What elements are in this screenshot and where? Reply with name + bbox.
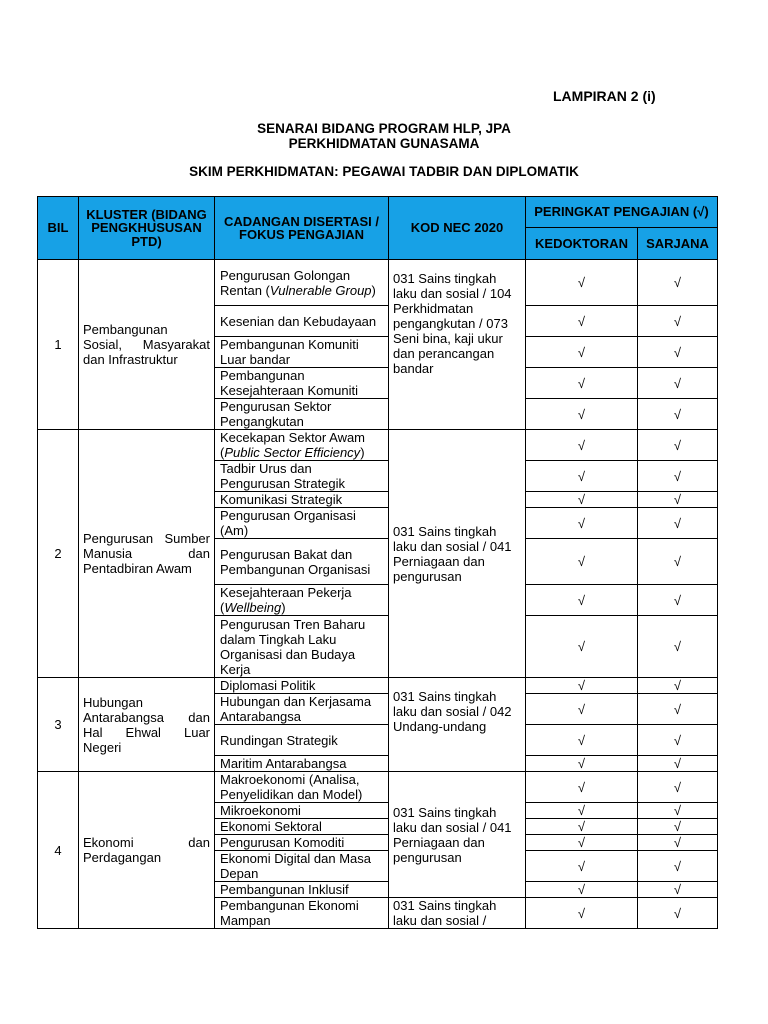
focus-text: Kecekapan Sektor Awam ( xyxy=(220,430,366,460)
table-row xyxy=(38,772,718,803)
kedoktoran-tick: √ xyxy=(526,803,638,819)
focus-text: Kesenian dan Kebudayaan xyxy=(220,313,377,329)
cluster-name: Hubungan Antarabangsa dan Hal Ehwal Luar Negeri xyxy=(79,678,215,772)
focus-text: Tadbir Urus dan Pengurusan Strategik xyxy=(220,461,346,491)
cluster-bil: 1 xyxy=(38,260,79,430)
header-kluster: KLUSTER (BIDANG PENGKHUSUSAN PTD) xyxy=(79,197,215,260)
kod-nec: 031 Sains tingkah laku dan sosial / xyxy=(389,898,526,929)
focus-text-suffix: ) xyxy=(360,445,365,460)
kedoktoran-tick: √ xyxy=(526,898,638,929)
scheme-title: SKIM PERKHIDMATAN: PEGAWAI TADBIR DAN DIPLOMATIK xyxy=(189,164,579,179)
kedoktoran-tick: √ xyxy=(526,539,638,585)
focus-text: Pengurusan Komoditi xyxy=(220,835,345,850)
kedoktoran-tick: √ xyxy=(526,430,638,461)
sarjana-tick: √ xyxy=(638,399,718,430)
title-line-2: PERKHIDMATAN GUNASAMA xyxy=(288,136,480,151)
focus-area xyxy=(215,772,389,803)
focus-english-term: Public Sector Efficiency xyxy=(224,445,361,460)
focus-english-term: Vulnerable Group xyxy=(269,282,372,298)
kedoktoran-tick: √ xyxy=(526,694,638,725)
focus-text: Pengurusan Golongan Rentan ( xyxy=(220,267,351,298)
sarjana-tick: √ xyxy=(638,819,718,835)
cluster-name: Pembangunan Sosial, Masyarakat dan Infrastruktur xyxy=(79,260,215,430)
focus-text: Kesejahteraan Pekerja ( xyxy=(220,585,352,615)
sarjana-tick: √ xyxy=(638,851,718,882)
sarjana-tick: √ xyxy=(638,492,718,508)
header-sarjana: SARJANA xyxy=(638,228,718,260)
focus-text: Pengurusan Bakat dan Pembangunan Organisasi xyxy=(220,546,371,577)
focus-area xyxy=(215,898,389,929)
focus-text: Mikroekonomi xyxy=(220,803,301,818)
focus-area xyxy=(215,430,389,461)
sarjana-tick: √ xyxy=(638,835,718,851)
kedoktoran-tick: √ xyxy=(526,882,638,898)
table-row xyxy=(38,678,718,694)
focus-text: Rundingan Strategik xyxy=(220,732,338,748)
kedoktoran-tick: √ xyxy=(526,508,638,539)
sarjana-tick: √ xyxy=(638,508,718,539)
focus-text-suffix: ) xyxy=(281,600,286,615)
cluster-bil: 3 xyxy=(38,678,79,772)
focus-area xyxy=(215,492,389,508)
focus-area xyxy=(215,508,389,539)
sarjana-tick: √ xyxy=(638,803,718,819)
kedoktoran-tick: √ xyxy=(526,678,638,694)
sarjana-tick: √ xyxy=(638,461,718,492)
kod-nec: 031 Sains tingkah laku dan sosial / 041 Perniagaan dan pengurusan xyxy=(389,772,526,898)
kod-nec: 031 Sains tingkah laku dan sosial / 104 Perkhidmatan pengangkutan / 073 Seni bina, kaji ukur dan perancangan bandar xyxy=(389,260,526,430)
header-cadangan: CADANGAN DISERTASI / FOKUS PENGAJIAN xyxy=(215,197,389,260)
cluster-bil: 2 xyxy=(38,430,79,678)
table-row xyxy=(38,430,718,461)
focus-text: Pengurusan Sektor Pengangkutan xyxy=(220,399,332,429)
focus-area xyxy=(215,725,389,756)
focus-area xyxy=(215,585,389,616)
kedoktoran-tick: √ xyxy=(526,492,638,508)
kedoktoran-tick: √ xyxy=(526,585,638,616)
sarjana-tick: √ xyxy=(638,756,718,772)
sarjana-tick: √ xyxy=(638,539,718,585)
program-table xyxy=(37,196,718,929)
cluster-bil: 4 xyxy=(38,772,79,929)
focus-area xyxy=(215,851,389,882)
title-line-1: SENARAI BIDANG PROGRAM HLP, JPA xyxy=(257,121,511,136)
kedoktoran-tick: √ xyxy=(526,819,638,835)
kedoktoran-tick: √ xyxy=(526,260,638,306)
kedoktoran-tick: √ xyxy=(526,337,638,368)
sarjana-tick: √ xyxy=(638,368,718,399)
sarjana-tick: √ xyxy=(638,585,718,616)
kedoktoran-tick: √ xyxy=(526,772,638,803)
kedoktoran-tick: √ xyxy=(526,461,638,492)
focus-area xyxy=(215,260,389,306)
sarjana-tick: √ xyxy=(638,430,718,461)
focus-area xyxy=(215,616,389,678)
focus-text: Pengurusan Organisasi (Am) xyxy=(220,508,356,538)
focus-text: Maritim Antarabangsa xyxy=(220,756,347,771)
focus-text: Pembangunan Inklusif xyxy=(220,882,349,897)
kedoktoran-tick: √ xyxy=(526,306,638,337)
focus-area xyxy=(215,694,389,725)
focus-text: Pembangunan Kesejahteraan Komuniti xyxy=(220,368,359,398)
kedoktoran-tick: √ xyxy=(526,616,638,678)
header-bil: BIL xyxy=(38,197,79,260)
focus-area xyxy=(215,368,389,399)
focus-area xyxy=(215,539,389,585)
sarjana-tick: √ xyxy=(638,616,718,678)
annex-label: LAMPIRAN 2 (i) xyxy=(553,88,656,104)
kedoktoran-tick: √ xyxy=(526,756,638,772)
focus-text: Makroekonomi (Analisa, Penyelidikan dan Model) xyxy=(220,772,363,802)
sarjana-tick: √ xyxy=(638,306,718,337)
sarjana-tick: √ xyxy=(638,772,718,803)
focus-english-term: Wellbeing xyxy=(224,600,282,615)
sarjana-tick: √ xyxy=(638,694,718,725)
header-kod-nec: KOD NEC 2020 xyxy=(389,197,526,260)
sarjana-tick: √ xyxy=(638,260,718,306)
kedoktoran-tick: √ xyxy=(526,851,638,882)
cluster-name: Ekonomi dan Perdagangan xyxy=(79,772,215,929)
kedoktoran-tick: √ xyxy=(526,368,638,399)
table-body xyxy=(38,260,718,929)
focus-area xyxy=(215,882,389,898)
kedoktoran-tick: √ xyxy=(526,399,638,430)
focus-text: Pembangunan Ekonomi Mampan xyxy=(220,898,359,928)
kod-nec: 031 Sains tingkah laku dan sosial / 041 Perniagaan dan pengurusan xyxy=(389,430,526,678)
sarjana-tick: √ xyxy=(638,882,718,898)
sarjana-tick: √ xyxy=(638,337,718,368)
table-row xyxy=(38,260,718,306)
focus-area xyxy=(215,399,389,430)
kod-nec: 031 Sains tingkah laku dan sosial / 042 Undang-undang xyxy=(389,678,526,772)
focus-area xyxy=(215,756,389,772)
focus-text: Hubungan dan Kerjasama Antarabangsa xyxy=(220,694,372,724)
focus-area xyxy=(215,835,389,851)
kedoktoran-tick: √ xyxy=(526,835,638,851)
focus-text: Diplomasi Politik xyxy=(220,678,316,693)
cluster-name: Pengurusan Sumber Manusia dan Pentadbiran Awam xyxy=(79,430,215,678)
focus-text-suffix: ) xyxy=(371,282,376,298)
focus-area xyxy=(215,803,389,819)
sarjana-tick: √ xyxy=(638,678,718,694)
focus-area xyxy=(215,819,389,835)
header-kedoktoran: KEDOKTORAN xyxy=(526,228,638,260)
focus-area xyxy=(215,678,389,694)
focus-text: Pembangunan Komuniti Luar bandar xyxy=(220,337,359,367)
focus-text: Pengurusan Tren Baharu dalam Tingkah Laku Organisasi dan Budaya Kerja xyxy=(220,616,366,677)
sarjana-tick: √ xyxy=(638,725,718,756)
focus-area xyxy=(215,337,389,368)
sarjana-tick: √ xyxy=(638,898,718,929)
focus-area xyxy=(215,461,389,492)
focus-area xyxy=(215,306,389,337)
kedoktoran-tick: √ xyxy=(526,725,638,756)
header-peringkat: PERINGKAT PENGAJIAN (√) xyxy=(526,197,718,228)
document-title xyxy=(0,121,768,151)
focus-text: Ekonomi Sektoral xyxy=(220,819,322,834)
focus-text: Ekonomi Digital dan Masa Depan xyxy=(220,851,372,881)
focus-text: Komunikasi Strategik xyxy=(220,492,343,507)
